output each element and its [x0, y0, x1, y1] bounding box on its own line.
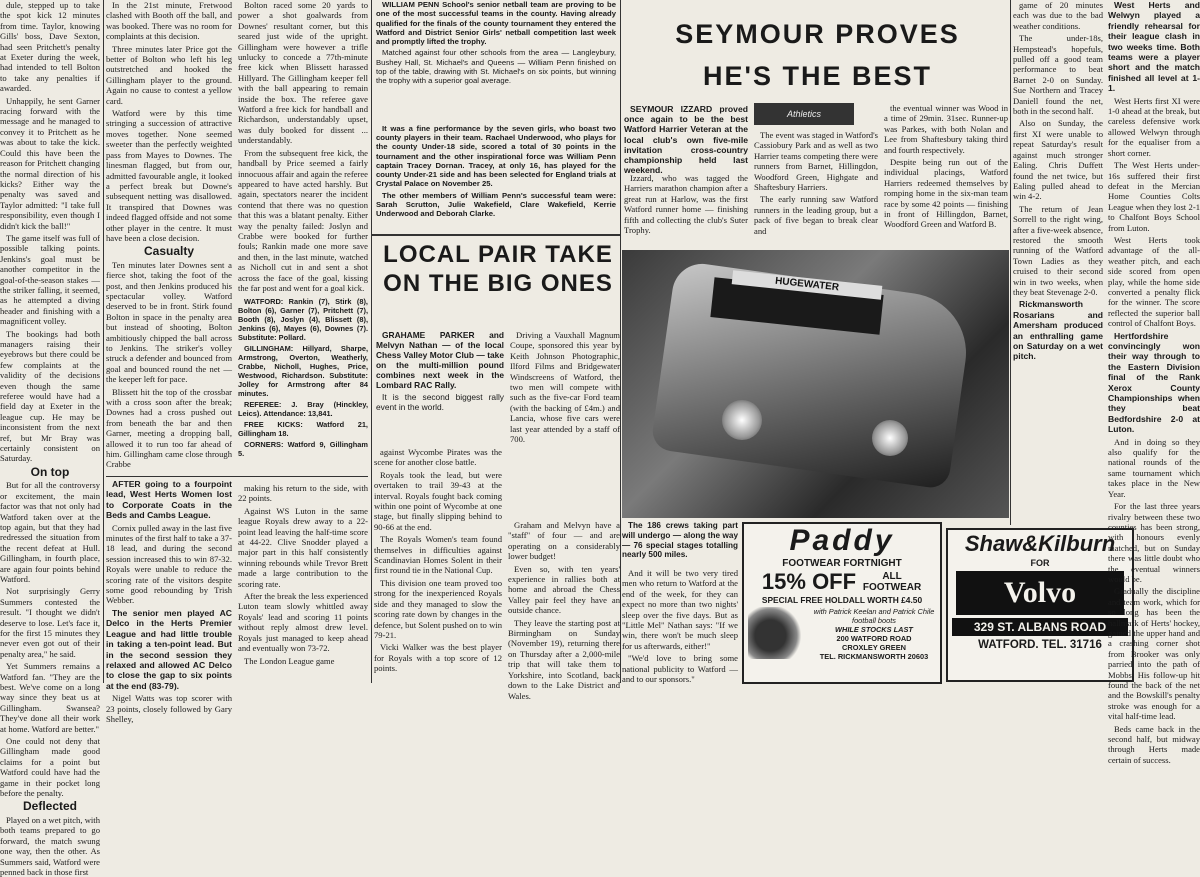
- team-line: GILLINGHAM: Hillyard, Sharpe, Armstrong, Overton, Weatherly, Crabbe, Nicholl, Hughes, Price, Westwood, Richardson. Substitute: Jolley for Armstrong after 84 minutes.: [238, 344, 368, 399]
- paragraph: And it will be two very tired men who return to Watford at the end of the week, for they can expect no more than two nights' sleep over the five days. But as "Little Mel" Nathan says: "If we win, there won't be much sleep for us afterwards, either!": [622, 568, 738, 651]
- paragraph: against Wycombe Pirates was the scene for another close battle.: [374, 447, 502, 468]
- car-headlight: [872, 420, 908, 456]
- paragraph: West Herts first XI were 1-0 ahead at the break, but careless defensive work allowed Welwyn through for the equaliser from a short corner.: [1108, 95, 1200, 158]
- team-line: CORNERS: Watford 9, Gillingham 5.: [238, 440, 368, 459]
- ad-with: with Patrick Keelan and Patrick Chile football boots: [813, 607, 935, 625]
- seymour-lead: [624, 104, 748, 176]
- paragraph: Cornix pulled away in the last five minutes of the first half to take a 37-18 lead, and during the second session increased this to win 87-32. Royals were unable to reduce the scoring rate of the visitors despite some good rebounding by Trish Webber.: [106, 522, 232, 606]
- paragraph: Also on Sunday, the first XI were unable to repeat Saturday's result against much stronger Ealing. Chris Duffett found the net twice, but Ealing pulled ahead to win 4-2.: [1013, 118, 1103, 202]
- paragraph: Bolton raced some 20 yards to power a shot goalwards from Downes' resultant corner, but this seared just wide of the upright. Gillingham were however a trifle unlucky to concede a 77th-minute free kick when Blissett harassed Hillyard. The Gillingham keeper fell with the ball appearing to remain inside the box. The referee gave Watford a free kick for handball and Richardson, understandably upset, was duly booked for dissent ... understandably.: [238, 0, 368, 146]
- paragraph: The event was staged in Watford's Cassiobury Park and as well as two Harrier teams competing there were runners from Barnet, Hillingdon, Woodford Green, Highgate and Shaftesbury Harriers.: [754, 130, 878, 193]
- paragraph: The bookings had both managers raising their eyebrows but there could be few complaints at the validity of the decisions even though the same referee would have had a field day at Exeter in the league cup. He may be inconsistent from the next ref, but Mr Bray was certainly consistent on Saturday.: [0, 328, 100, 464]
- column-rule: [620, 0, 621, 683]
- paragraph: Gradually the discipline and team work, which for so long has been the hallmark of Herts' hockey, gained the upper hand and a crashing corner shot from Brooker was only parried into the path of Mobbs. His follow-up hit found the back of the net and the Bowskill's penalty stroke was enough for a vital half-time lead.: [1108, 586, 1200, 722]
- team-line: FREE KICKS: Watford 21, Gillingham 18.: [238, 420, 368, 439]
- paragraph: West Herts and Welwyn played a friendly rehearsal for their league clash in two weeks time. Both teams were a player short and the match finished all level at 1-1.: [1108, 0, 1200, 94]
- paragraph: From the subsequent free kick, the handball by Price seemed a fairly innocuous affair and again the referee appeared to have acted harshly. But again, spectators nearer the incident contend that there was no question that this was a blatant penalty. Either way the penalty failed: Joslyn and Crabbe were booked for further fouls; Rankin made one more save and then, in the last minute, watched as Nicholl cut in and sent a shot across the face of the goal, kissing the far post and went for a goal kick.: [238, 147, 368, 293]
- report-col-a: [106, 479, 232, 724]
- paragraph: game of 20 minutes each was due to the bad weather conditions.: [1013, 0, 1103, 31]
- column-rule: [1010, 0, 1011, 525]
- paragraph: the eventual winner was Wood in a time of 29min. 31sec. Runner-up was Parkes, with both Nolan and Lee from Shaftesbury taking third and fourth respectively.: [884, 103, 1008, 155]
- team-photo: [376, 88, 616, 124]
- paragraph: The West Herts under-16s suffered their first defeat in the Mercian Home Counties Colts League when they lost 2-1 to Chalfont Boys School from Luton.: [1108, 160, 1200, 233]
- ad-offer: [744, 569, 940, 595]
- paragraph: It was a fine performance by the seven girls, who boast two county players in their team. Rachael Underwood, who plays for the county Under-18 side, scored a total of 30 points in the tournament and the other inspirational force was William Penn captain Tracey Dornan. Tracey, at only 16, has played for the county Under-21 side and has been selected for England trials at Crystal Palace on November 25.: [376, 123, 616, 189]
- ad-address: CROXLEY GREEN: [842, 643, 906, 652]
- ad-special: SPECIAL FREE HOLDALL WORTH £4.50: [761, 595, 923, 605]
- divider: [372, 234, 620, 236]
- paragraph: WILLIAM PENN School's senior netball team are proving to be one of the most successful teams in the county. Having already qualified for the finals of the county tournament they entered the Watford and District Senior Girls' netball competition last week and promptly lifted the trophy.: [376, 0, 616, 47]
- paragraph: Nigel Watts was top scorer with 23 points, closely followed by Gary Shelley,: [106, 693, 232, 724]
- paragraph: GRAHAME PARKER and Melvyn Nathan — of the local Chess Valley Motor Club — take on the multi-million pound combines next week in the Lombard RAC Rally.: [376, 330, 504, 390]
- paragraph: making his return to the side, with 22 points.: [238, 483, 368, 504]
- column-rule: [103, 0, 104, 683]
- paragraph: Matched against four other schools from the area — Langleybury, Bushey Hall, St. Michael's and Queens — William Penn finished on top of the table, drawing with St. Michael's on six points, but winning the trophy with a superior goal average.: [376, 48, 616, 86]
- paragraph: They leave the starting post at Birmingham on Sunday (November 19), returning there on Thursday after a 2,000-mile trip that will take them to Yorkshire, into Scotland, back down to the Lake District and Wales.: [508, 617, 620, 701]
- article-col-1: [0, 0, 100, 877]
- paragraph: Driving a Vauxhall Magnum Coupe, sponsored this year by Keith Johnson Photographic, Ilford Films and Bridgewater Windscreens of Watford, the two men will compete with such as the five-car Ford team (with the backing of £4m.) and Lancia, whose five cars were last year attended by a staff of 700.: [510, 330, 620, 445]
- ad-percent: 15% OFF: [761, 569, 857, 594]
- volvo-logo: Volvo: [956, 571, 1124, 615]
- seymour-col-1b: [624, 173, 748, 248]
- paragraph: The other members of William Penn's successful team were: Sarah Scrutton, Julie Wakefield, Clare Wakefield, Kerrie Underwood and Deborah Clarke.: [376, 190, 616, 219]
- paragraph: Ten minutes later Downes sent a fierce shot, taking the foot of the post, and then Jenkins produced his spectacular volley. Watford deserved to be in front. Stirk found Bolton in space in the penalty area but instead of shooting, Bolton ambitiously chipped the ball across to Jenkins. The striker's volley struck a defender and bounced from goal and bounced round the net — the keeper left for pace.: [106, 259, 232, 385]
- paragraph: Not surprisingly Gerry Summers contested the result. "I thought we didn't deserve to lose. Let's face it, for the first 15 minutes they never even got out of their penalty area," he said.: [0, 586, 100, 659]
- paddy-footwear-ad: [742, 522, 942, 684]
- paragraph: Unhappily, he sent Garner racing forward with the message and he managed to convey it to Pritchett as he was about to take the kick. Could this have been the reason for Pritchett changing the normal direction of his kicks? Either way the penalty was saved and Taylor admitted: "I take full responsibility, even though I didn't kick the ball!": [0, 95, 100, 231]
- subheading: On top: [30, 464, 70, 479]
- paragraph: It is the second biggest rally event in the world.: [376, 392, 504, 412]
- team-line: REFEREE: J. Bray (Hinckley, Leics). Attendance: 13,841.: [238, 400, 368, 419]
- athletics-badge: Athletics: [754, 103, 854, 125]
- paragraph: The game itself was full of possible talking points. Jenkins's goal must be another competitor in the goal-of-the-season stakes — the striker falling, it seemed, as he attempted a diving header and finishing with a magnificent volley.: [0, 232, 100, 327]
- rally-col-2: [510, 330, 620, 445]
- netball-story: [376, 0, 616, 232]
- windscreen-banner: HUGEWATER: [732, 270, 883, 300]
- paragraph: Royals took the lead, but were overtaken to trail 39-43 at the interval. Royals fought back coming within one point of Wycombe at one stage, but finally slipping behind to 90-66 at the end.: [374, 469, 502, 532]
- photo-caption: [622, 521, 738, 565]
- paragraph: One could not deny that Gillingham made good claims for a point but Watford could have had the game in their pocket long before the penalty.: [0, 736, 100, 799]
- paragraph: Beds came back in the second half, but midway through Herts made certain of success.: [1108, 723, 1200, 765]
- paragraph: This division one team proved too strong for the inexperienced Royals side and they managed to slow the scoring rate down by changes in the defence, but Solent pushed on to win 79-21.: [374, 577, 502, 640]
- ad-tel: TEL. RICKMANSWORTH 20603: [819, 652, 929, 661]
- paragraph: Blissett hit the top of the crossbar with a cross soon after the break; Downes had a cross pushed out from beneath the bar and then Garner, meeting a dropping ball, allowed it to run too far ahead of him. Gillingham came close through Crabbe: [106, 386, 232, 470]
- ad-line: ALL FOOTWEAR: [862, 571, 922, 593]
- paragraph: The under-18s, Hempstead's hopefuls, pulled off a good team performance to beat Barnet 2-0 on Sunday. Sue Northern and Tracey Daniell found the net, both in the second half.: [1013, 33, 1103, 117]
- paragraph: But for all the controversy or excitement, the main factor was that not only had Watford taken over at the top again, but that they had redressed the situation from the recent defeat at Hull. Gillingham, in fourth place, are again four points behind Watford.: [0, 480, 100, 584]
- paragraph: Yet Summers remains a Watford fan. "They are the best. We've come on a long way since they beat us at Gillingham. Swansea? They've done all their work at home. Watford are better.": [0, 661, 100, 734]
- report-col-d: [508, 520, 620, 701]
- ad-brand: Paddy: [789, 524, 895, 557]
- seymour-headline-line-1: SEYMOUR PROVES: [675, 19, 960, 49]
- paragraph: Three minutes later Price got the better of Bolton who left his leg outstretched and hooked the Gillingham player to the ground. Again no cause to contest a yellow card.: [106, 43, 232, 106]
- paragraph: In the 21st minute, Fretwood clashed with Booth off the ball, and was booked. There was no room for complaints at this decision.: [106, 0, 232, 42]
- subheading: Deflected: [22, 799, 78, 814]
- paragraph: The senior men played AC Delco in the Herts Premier League and had little trouble in taking a ten-point lead. But in the second session they relaxed and allowed AC Delco to close the gap to six points at the end (83-79).: [106, 607, 232, 691]
- ad-body: [744, 607, 940, 661]
- subheading: Casualty: [143, 244, 195, 259]
- ad-while: WHILE STOCKS LAST: [835, 625, 913, 634]
- paragraph: Watford were by this time stringing a succession of attractive moves together. None seemed sweeter than the perfectly weighted pass from Mayes to Downes. The linesman flagged, but from our, admitted favourable angle, it looked a perfect break but Downe's subsequent netting was disallowed. It transpired that Downes was indeed flagged offside and not some other player in the centre. It must have been a close decision.: [106, 108, 232, 243]
- seymour-col-2: [754, 130, 878, 248]
- ad-address: 329 ST. ALBANS ROAD: [952, 618, 1128, 636]
- caption-text: The 186 crews taking part will undergo — along the way — 76 special stages totalling nearly 500 miles.: [622, 521, 738, 560]
- paragraph: Hertfordshire convincingly won their way through to the Eastern Division final of the Rank Xerox County Championships when they beat Bedfordshire 2-0 at Luton.: [1108, 330, 1200, 435]
- rally-end-col: [622, 568, 738, 683]
- paragraph: Rickmansworth Rosarians and Amersham produced an enthralling game on Saturday on a wet pitch.: [1013, 299, 1103, 362]
- report-col-c: [374, 447, 502, 683]
- column-rule: [371, 0, 372, 683]
- team-lineups: [238, 297, 368, 458]
- rally-lead: [376, 330, 504, 442]
- article-col-3: [238, 0, 368, 459]
- ad-details: [808, 607, 940, 661]
- paragraph: The London League game: [244, 655, 335, 666]
- paragraph: Graham and Melvyn have a "staff" of four — and are operating on a considerably lower budget!: [508, 520, 620, 562]
- ad-tel: WATFORD. TEL. 31716: [978, 639, 1102, 651]
- paragraph: And in doing so they also qualify for the national rounds of the same tournament which takes place in the New Year.: [1108, 436, 1200, 499]
- team-line: WATFORD: Rankin (7), Stirk (8), Bolton (6), Garner (7), Pritchett (7), Booth (8), Joslyn (4), Blissett (8), Jenkins (6), Mayes (6), Downes (7). Substitute: Pollard.: [238, 297, 368, 343]
- paragraph: Even so, with ten years' experience in rallies both at home and abroad the Chess Valley pair feel they have an outside chance.: [508, 563, 620, 616]
- football-boot-icon: [748, 607, 804, 659]
- ad-brand: Shaw&Kilburn: [964, 531, 1116, 556]
- paragraph: Vicki Walker was the best player for Royals with a top score of 12 points.: [374, 642, 502, 674]
- paragraph: West Herts took advantage of the all-weather pitch, and each side scored from open play, while the home side converted a penalty flick for the winner. The score reflected the superior ball control of Chalfont Boys.: [1108, 234, 1200, 329]
- car-headlight: [722, 400, 762, 440]
- paragraph: "We'd love to bring some national publicity to Watford — and to our sponsors.": [622, 653, 738, 685]
- paragraph: The return of Jean Sorrell to the right wing, after a five-week absence, restored the smooth running of the Watford Town Ladies as they cruised to their second win in two weeks, when they beat Stevenage 2-0.: [1013, 203, 1103, 297]
- hockey-col-2: [1108, 0, 1200, 765]
- paragraph: For the last three years rivalry between these two counties has been strong, with honours evenly matched, but on Sunday there was little doubt who the eventual winners would be.: [1108, 501, 1200, 584]
- paragraph: AFTER going to a fourpoint lead, West Herts Women lost to Corporate Coats in the Beds and Cambs League.: [106, 479, 232, 521]
- divider: [106, 476, 368, 477]
- ad-address: 200 WATFORD ROAD: [836, 634, 912, 643]
- seymour-headline-line-2: HE'S THE BEST: [703, 61, 932, 91]
- paragraph: Despite being run out of the individual placings, Watford Harriers redeemed themselves by romping home in the six-man team race by some 42 points — finishing in front of Hillingdon, Barnet, Woodford Green and Watford B.: [884, 157, 1008, 230]
- paragraph: Against WS Luton in the same league Royals drew away to a 22-point lead leaving the half-time score at 44-22. Clive Snodder played a major part in this half consistently winning rebounds while Trevor Brett made a large contribution to the scoring rate.: [238, 505, 368, 589]
- paragraph: Izzard, who was tagged the Harriers marathon champion after a great run at Harlow, was the first Watford runner home — finishing fifth and collecting the club's Suter Trophy.: [624, 173, 748, 236]
- article-col-2: [106, 0, 232, 473]
- hockey-col-1: [1013, 0, 1103, 525]
- paragraph: dule, stepped up to take the spot kick 12 minutes from time. Taylor, knowing Gills' boss, Dave Sexton, had seen Pritchett's penalty at Exeter during the week, had intended to tell Bolton to take any penalties if awarded.: [0, 0, 100, 94]
- paragraph: After the break the less experienced Luton team slowly whittled away Royals' lead and scoring 11 points without reply almost drew level. Royals just managed to keep ahead and eventually won 73-72.: [238, 591, 368, 654]
- paragraph: Played on a wet pitch, with both teams prepared to go forward, the match swung one way, then the other. As Summers said, Watford were penned back in those first: [0, 814, 100, 877]
- report-col-b: [238, 483, 368, 683]
- shaw-kilburn-ad: [946, 528, 1134, 682]
- rally-car-photo: [622, 250, 1009, 518]
- local-pair-headline: LOCAL PAIR TAKE ON THE BIG ONES: [383, 241, 613, 297]
- paragraph: SEYMOUR IZZARD proved once again to be the best Watford Harrier Veteran at the local club's own five-mile invitation cross-country championship held last weekend.: [624, 104, 748, 176]
- seymour-col-3: [884, 103, 1008, 248]
- ad-for: FOR: [1030, 558, 1050, 568]
- paragraph: The Royals Women's team found themselves in difficulties against Scandinavian Homes Solent in their first round tie in the National Cup.: [374, 534, 502, 576]
- paragraph: The early running saw Watford runners in the leading group, but a pack of five began to break clear and: [754, 194, 878, 236]
- ad-line: FOOTWEAR FORTNIGHT: [782, 558, 902, 569]
